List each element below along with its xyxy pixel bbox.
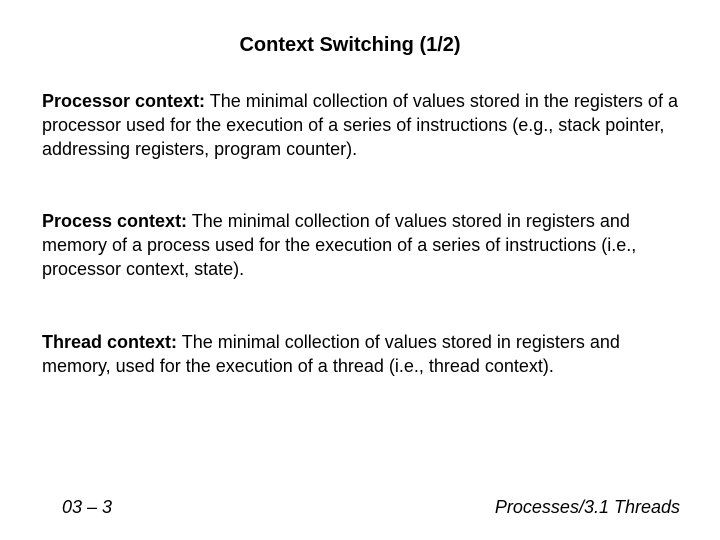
definition-term: Thread context: bbox=[42, 332, 178, 352]
footer-section: Processes/3.1 Threads bbox=[494, 497, 680, 517]
definition-thread-context bbox=[42, 330, 692, 378]
definition-term: Process context: bbox=[42, 211, 188, 231]
slide-title: Context Switching (1/2) bbox=[239, 34, 461, 56]
definition-process-context bbox=[42, 209, 692, 281]
slide-number: 03 – 3 bbox=[62, 497, 113, 517]
definition-processor-context bbox=[42, 89, 692, 161]
definition-text: The minimal collection of values stored in registers and memory of a process used for the execution of a series of instructions (i.e., processor context, state). bbox=[42, 211, 637, 279]
definition-term: Processor context: bbox=[42, 91, 206, 111]
definition-text: The minimal collection of values stored in registers and memory, used for the execution of a thread (i.e., thread context). bbox=[42, 332, 620, 376]
definition-text: The minimal collection of values stored in the registers of a processor used for the execution of a series of instructions (e.g., stack pointer, addressing registers, program counter). bbox=[42, 91, 678, 159]
